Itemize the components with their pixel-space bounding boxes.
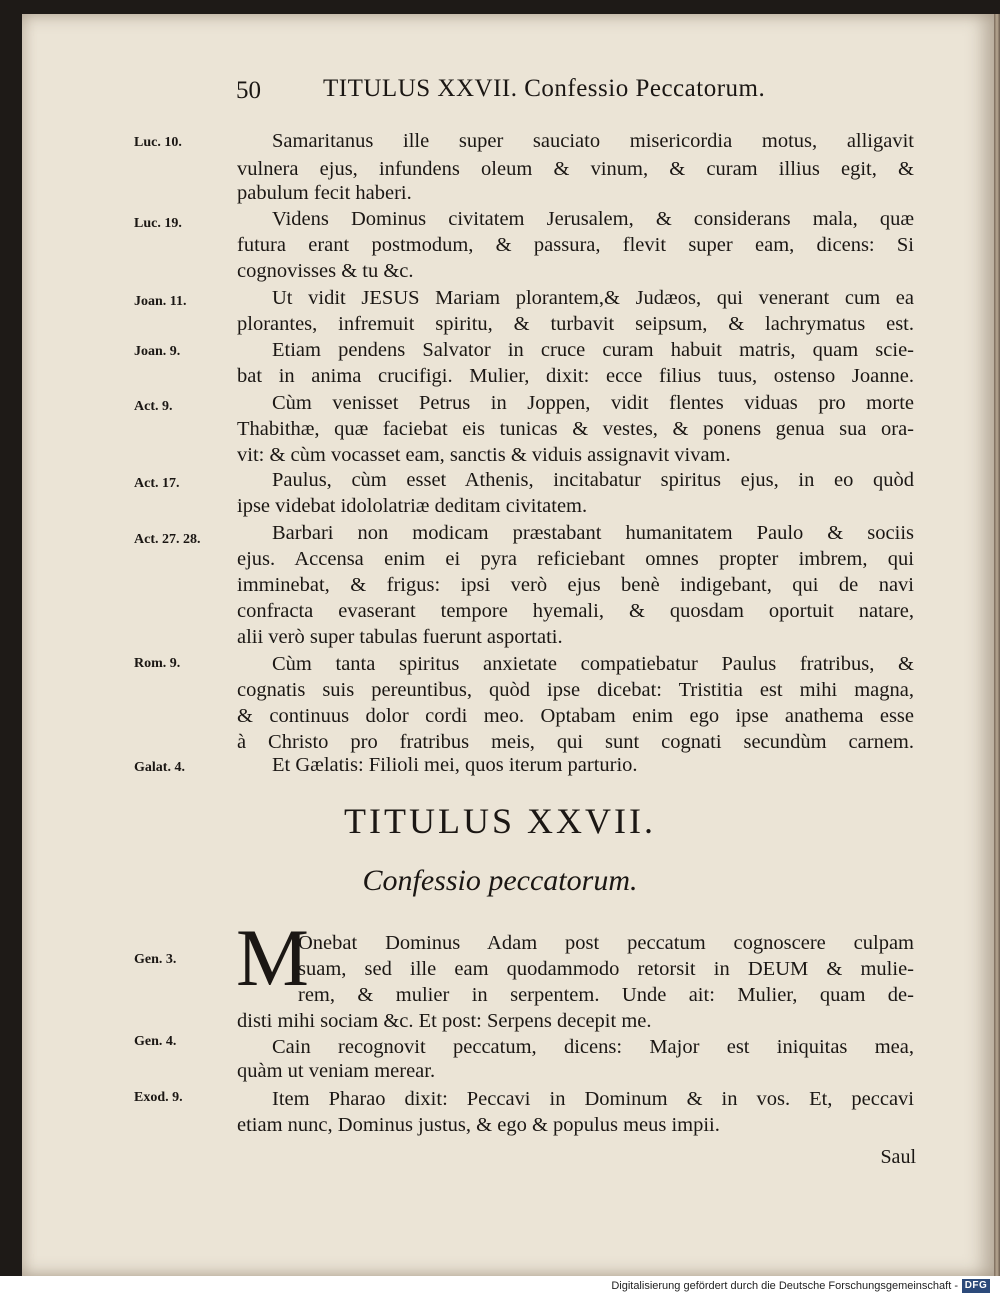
- text-line: Et Gælatis: Filioli mei, quos iterum parturio.: [272, 754, 638, 776]
- section-title: TITULUS XXVII.: [344, 801, 656, 841]
- margin-ref: Galat. 4.: [134, 760, 185, 775]
- running-title: TITULUS XXVII. Confessio Peccatorum.: [323, 75, 766, 102]
- text-line: cognovisses & tu &c.: [237, 260, 414, 282]
- page-number: 50: [236, 77, 261, 104]
- text-line: Videns Dominus civitatem Jerusalem, & considerans mala, quæ: [272, 208, 914, 230]
- text-line: Thabithæ, quæ faciebat eis tunicas & vestes, & ponens genua sua ora-: [237, 418, 914, 440]
- footer-credit: Digitalisierung gefördert durch die Deutsche Forschungsgemeinschaft -: [611, 1280, 958, 1292]
- text-line: vulnera ejus, infundens oleum & vinum, & curam illius egit, &: [237, 158, 914, 180]
- text-line: Etiam pendens Salvator in cruce curam habuit matris, quam scie-: [272, 339, 914, 361]
- text-line: etiam nunc, Dominus justus, & ego & populus meus impii.: [237, 1114, 720, 1136]
- text-line: Cùm venisset Petrus in Joppen, vidit flentes viduas pro morte: [272, 392, 914, 414]
- text-line: cognatis suis pereuntibus, quòd ipse dicebat: Tristitia est mihi magna,: [237, 679, 914, 701]
- text-line: pabulum fecit haberi.: [237, 182, 412, 204]
- text-line: Cùm tanta spiritus anxietate compatiebatur Paulus fratribus, &: [272, 653, 914, 675]
- page-edge: [994, 14, 1000, 1276]
- text-line: Paulus, cùm esset Athenis, incitabatur spiritus ejus, in eo quòd: [272, 469, 914, 491]
- margin-ref: Joan. 9.: [134, 344, 181, 359]
- text-line: disti mihi sociam &c. Et post: Serpens decepit me.: [237, 1010, 652, 1032]
- margin-ref: Exod. 9.: [134, 1090, 183, 1105]
- drop-capital: M: [236, 912, 309, 1003]
- text-line: Samaritanus ille super sauciato misericordia motus, alligavit: [272, 130, 914, 152]
- text-line: ejus. Accensa enim ei pyra reficiebant omnes propter imbrem, qui: [237, 548, 914, 570]
- text-line: plorantes, infremuit spiritu, & turbavit seipsum, & lachrymatus est.: [237, 313, 914, 335]
- text-line: Onebat Dominus Adam post peccatum cognoscere culpam: [298, 932, 914, 954]
- text-line: futura erant postmodum, & passura, flevit super eam, dicens: Si: [237, 234, 914, 256]
- text-line: & continuus dolor cordi meo. Optabam enim ego ipse anathema esse: [237, 705, 914, 727]
- margin-ref: Act. 17.: [134, 476, 180, 491]
- section-subtitle: Confessio peccatorum.: [362, 864, 638, 897]
- catchword: Saul: [880, 1146, 916, 1168]
- margin-ref: Rom. 9.: [134, 656, 181, 671]
- footer-bar: [0, 1276, 1000, 1298]
- text-line: alii verò super tabulas fuerunt asportati.: [237, 626, 563, 648]
- text-line: confracta evaserant tempore hyemali, & quosdam oportuit natare,: [237, 600, 914, 622]
- text-line: suam, sed ille eam quodammodo retorsit in DEUM & mulie-: [298, 958, 914, 980]
- text-line: bat in anima crucifigi. Mulier, dixit: ecce filius tuus, ostenso Joanne.: [237, 365, 914, 387]
- margin-ref: Luc. 10.: [134, 135, 182, 150]
- margin-ref: Luc. 19.: [134, 216, 182, 231]
- text-line: rem, & mulier in serpentem. Unde ait: Mulier, quam de-: [298, 984, 914, 1006]
- margin-ref: Act. 9.: [134, 399, 173, 414]
- text-line: quàm ut veniam merear.: [237, 1060, 436, 1082]
- margin-ref: Act. 27. 28.: [134, 532, 201, 547]
- margin-ref: Joan. 11.: [134, 294, 187, 309]
- text-line: Cain recognovit peccatum, dicens: Major est iniquitas mea,: [272, 1036, 914, 1058]
- text-line: imminebat, & frigus: ipsi verò ejus benè indigebant, qui de navi: [237, 574, 914, 596]
- text-line: vit: & cùm vocasset eam, sanctis & viduis assignavit vivam.: [237, 444, 731, 466]
- text-line: ipse videbat idololatriæ deditam civitatem.: [237, 495, 588, 517]
- margin-ref: Gen. 3.: [134, 952, 177, 967]
- text-line: Barbari non modicam præstabant humanitatem Paulo & sociis: [272, 522, 914, 544]
- text-line: à Christo pro fratribus meis, qui sunt cognati secundùm carnem.: [237, 731, 914, 753]
- margin-ref: Gen. 4.: [134, 1034, 177, 1049]
- dfg-logo: DFG: [962, 1279, 990, 1293]
- text-line: Ut vidit JESUS Mariam plorantem,& Judæos, qui venerant cum ea: [272, 287, 914, 309]
- text-line: Item Pharao dixit: Peccavi in Dominum & in vos. Et, peccavi: [272, 1088, 914, 1110]
